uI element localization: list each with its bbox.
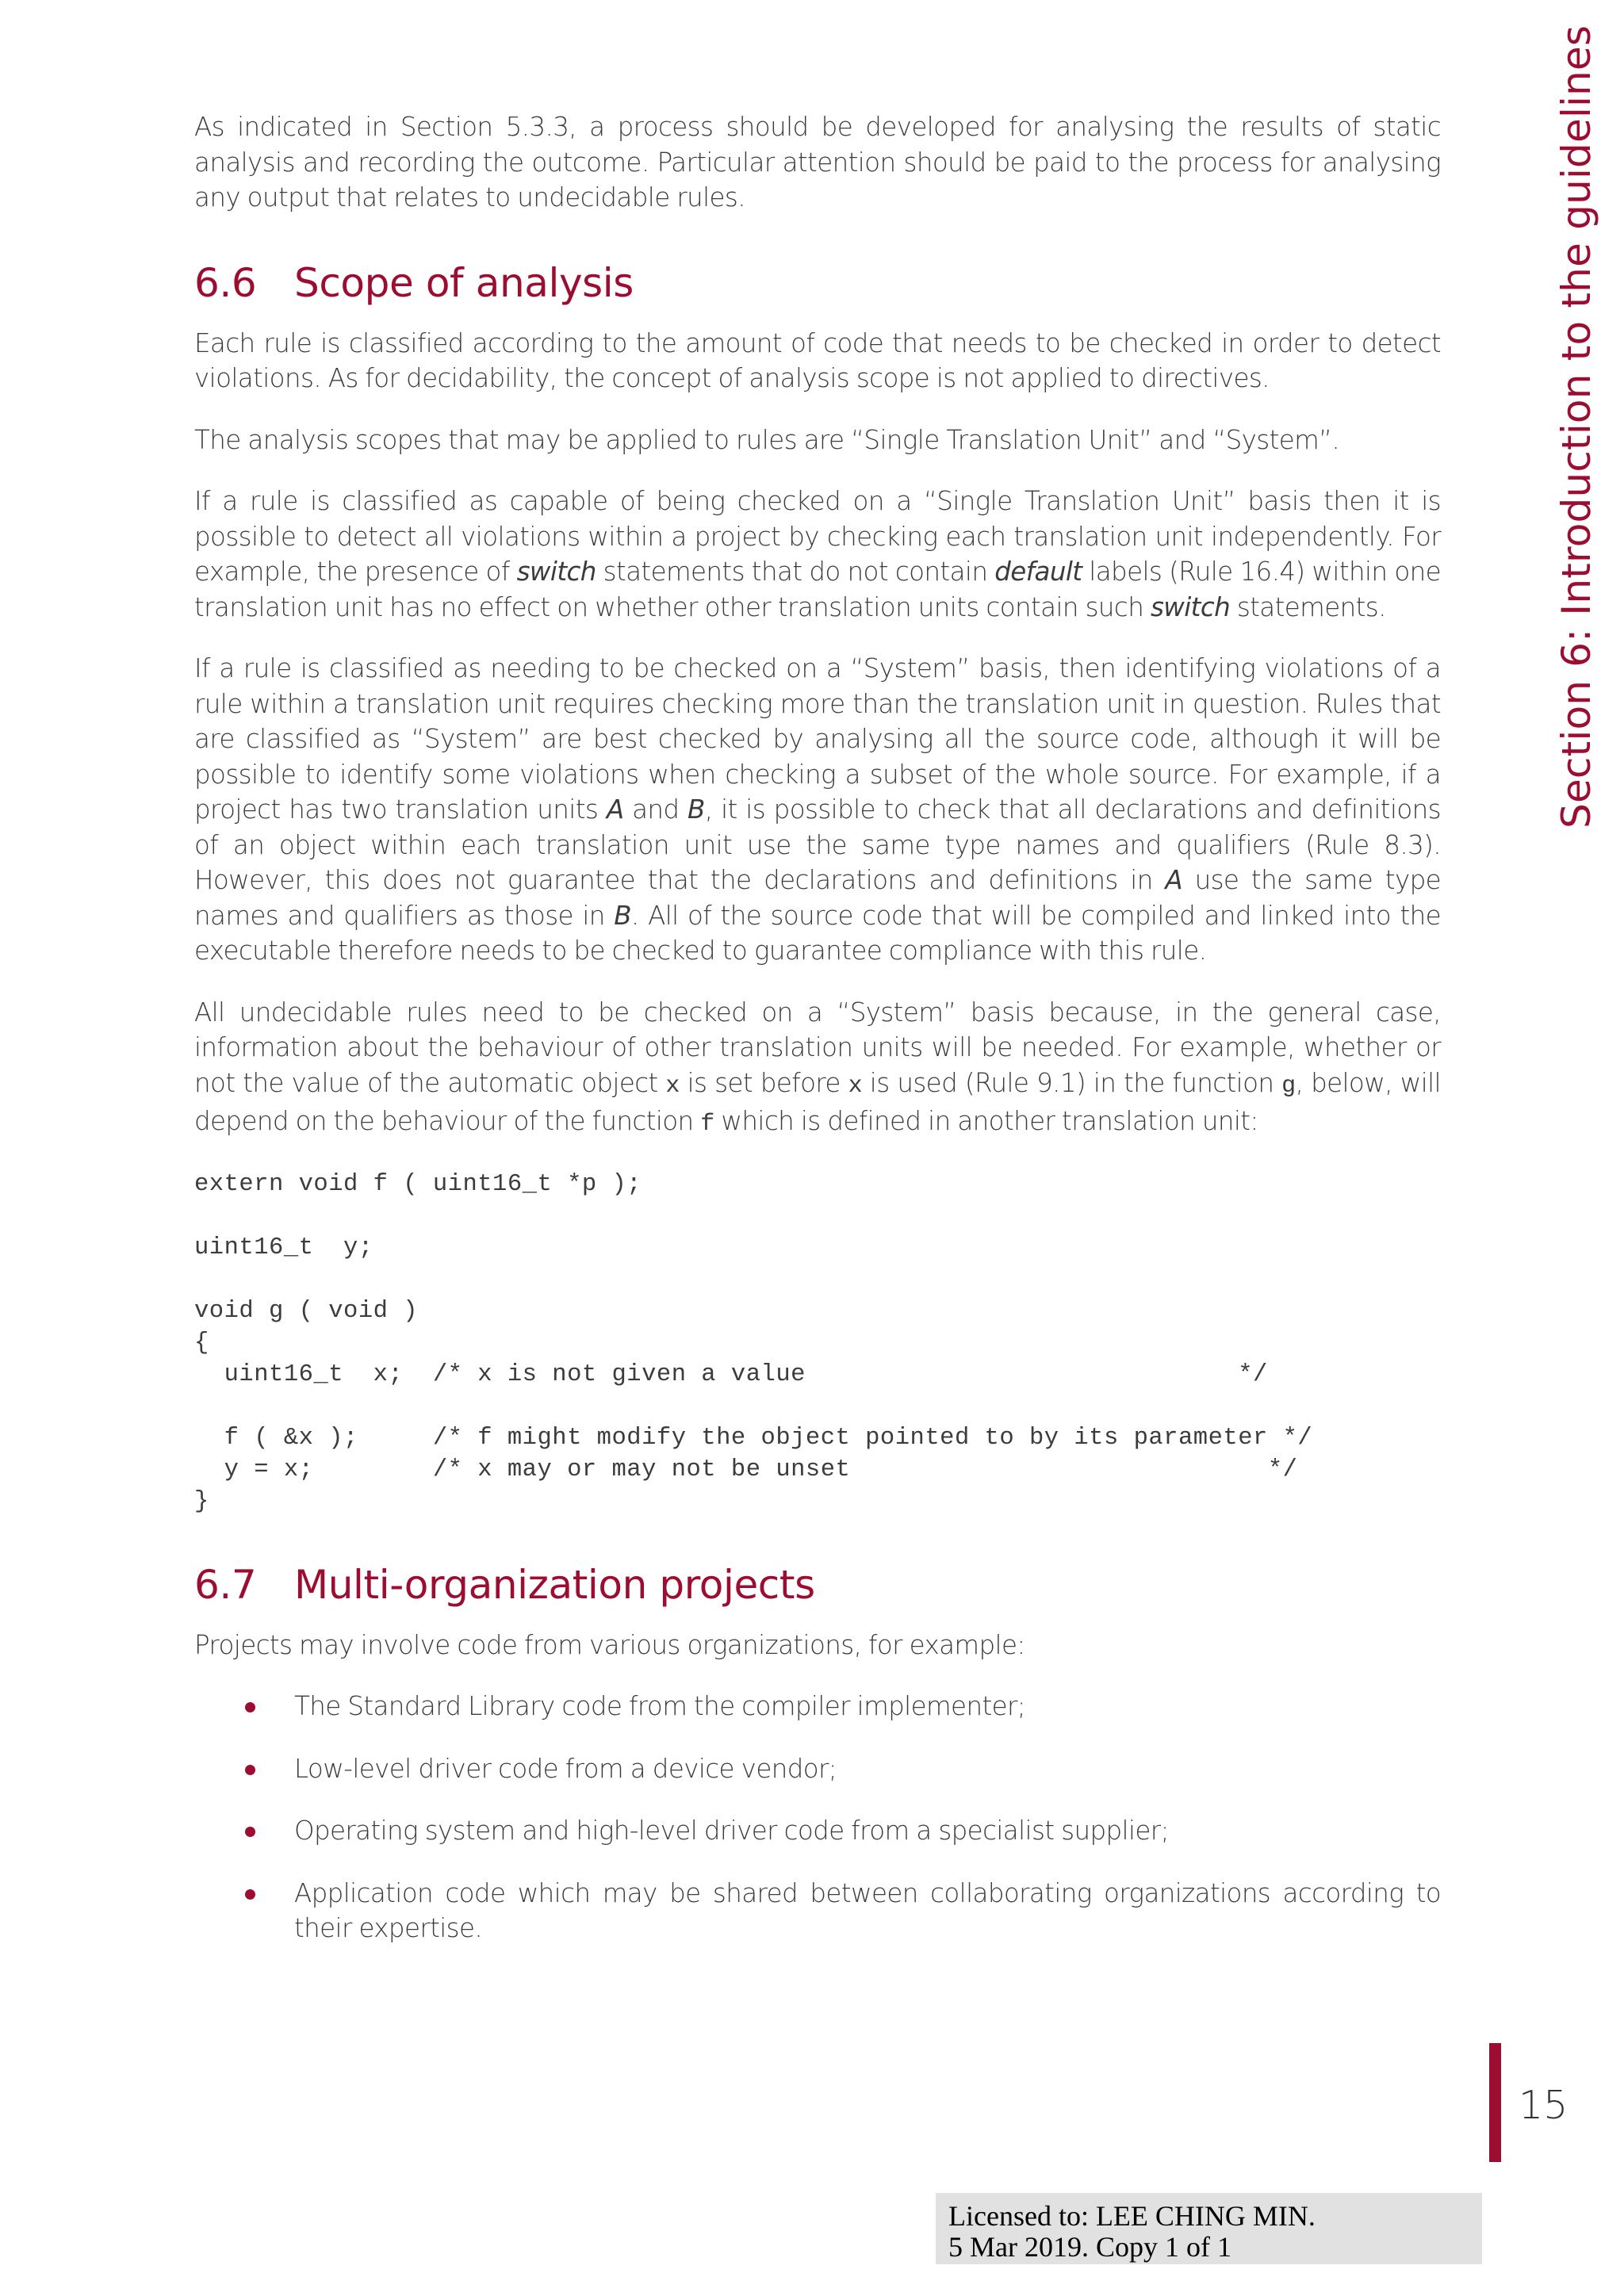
section-title: Multi-organization projects xyxy=(294,1561,815,1608)
page-number: 15 xyxy=(1519,2083,1568,2128)
license-stamp xyxy=(936,2193,1482,2264)
bullet-icon xyxy=(245,1827,255,1837)
license-line: Licensed to: LEE CHING MIN. xyxy=(948,2200,1316,2232)
list-item: Operating system and high-level driver code from a specialist supplier; xyxy=(194,1813,1441,1849)
bullet-icon xyxy=(245,1702,255,1712)
section-6-6-heading xyxy=(194,259,1441,307)
list-item: The Standard Library code from the compiler implementer; xyxy=(194,1689,1441,1724)
section-title: Scope of analysis xyxy=(294,259,634,306)
paragraph-undecidable-rules: All undecidable rules need to be checked on a “System” basis because, in the general case, information about the behaviour of other translation units will be needed. For example, whether or not the value of the automatic object x is set before x is used (Rule 9.1) in the function g, below, will depend on the behaviour of the function f which is defined in another translation unit: xyxy=(194,997,1441,1138)
section-6-7-heading xyxy=(194,1561,1441,1609)
paragraph-analysis-scope: Each rule is classified according to the amount of code that needs to be checked in order to detect violations. As for decidability, the concept of analysis scope is not applied to directives. xyxy=(194,327,1441,393)
paragraph-single-translation-unit: If a rule is classified as capable of being checked on a “Single Translation Unit” basis then it is possible to detect all violations within a project by checking each translation unit independently. For example, the presence of switch statements that do not contain default labels (Rule 16.4) within one translation unit has no effect on whether other translation units contain such switch statements. xyxy=(194,486,1441,622)
bullet-list xyxy=(194,1689,1441,1946)
bullet-icon xyxy=(245,1889,255,1900)
paragraph-system: If a rule is classified as needing to be checked on a “System” basis, then identifying violations of a rule within a translation unit requires checking more than the translation unit in question. Rules that are classified as “System” are best checked by analysing all the source code, although it will be possible to identify some violations when checking a subset of the whole source. For example, if a project has two translation units A and B, it is possible to check that all declarations and definitions of an object within each translation unit use the same type names and qualifiers (Rule 8.3). However, this does not guarantee that the declarations and definitions in A use the same type names and qualifiers as those in B. All of the source code that will be compiled and linked into the executable therefore needs to be checked to guarantee compliance with this rule. xyxy=(194,653,1441,966)
list-item: Low-level driver code from a device vendor; xyxy=(194,1751,1441,1787)
side-section-title: Section 6: Introduction to the guidelines xyxy=(1553,25,1599,828)
bullet-icon xyxy=(245,1765,255,1775)
section-number: 6.6 xyxy=(194,259,257,306)
list-item: Application code which may be shared between collaborating organizations according to their expertise. xyxy=(194,1876,1441,1946)
section-number: 6.7 xyxy=(194,1561,257,1608)
intro-paragraph: As indicated in Section 5.3.3, a process should be developed for analysing the results of static analysis and recording the outcome. Particular attention should be paid to the process for analysing any output that relates to undecidable rules. xyxy=(194,112,1441,212)
paragraph-scopes: The analysis scopes that may be applied to rules are “Single Translation Unit” and “System”. xyxy=(194,424,1340,455)
code-example: extern void f ( uint16_t *p ); uint16_t y; void g ( void ) { uint16_t x; /* x is not given a value */ f ( &x ); /* f might modify the object pointed to by its parameter */ y = x; /* x may or may not be unset */ } xyxy=(194,1170,1313,1515)
paragraph-multi-org: Projects may involve code from various organizations, for example: xyxy=(194,1629,1025,1660)
document-body xyxy=(194,109,1441,1973)
license-line: 5 Mar 2019. Copy 1 of 1 xyxy=(948,2231,1231,2263)
page-marker-bar xyxy=(1489,2043,1501,2162)
